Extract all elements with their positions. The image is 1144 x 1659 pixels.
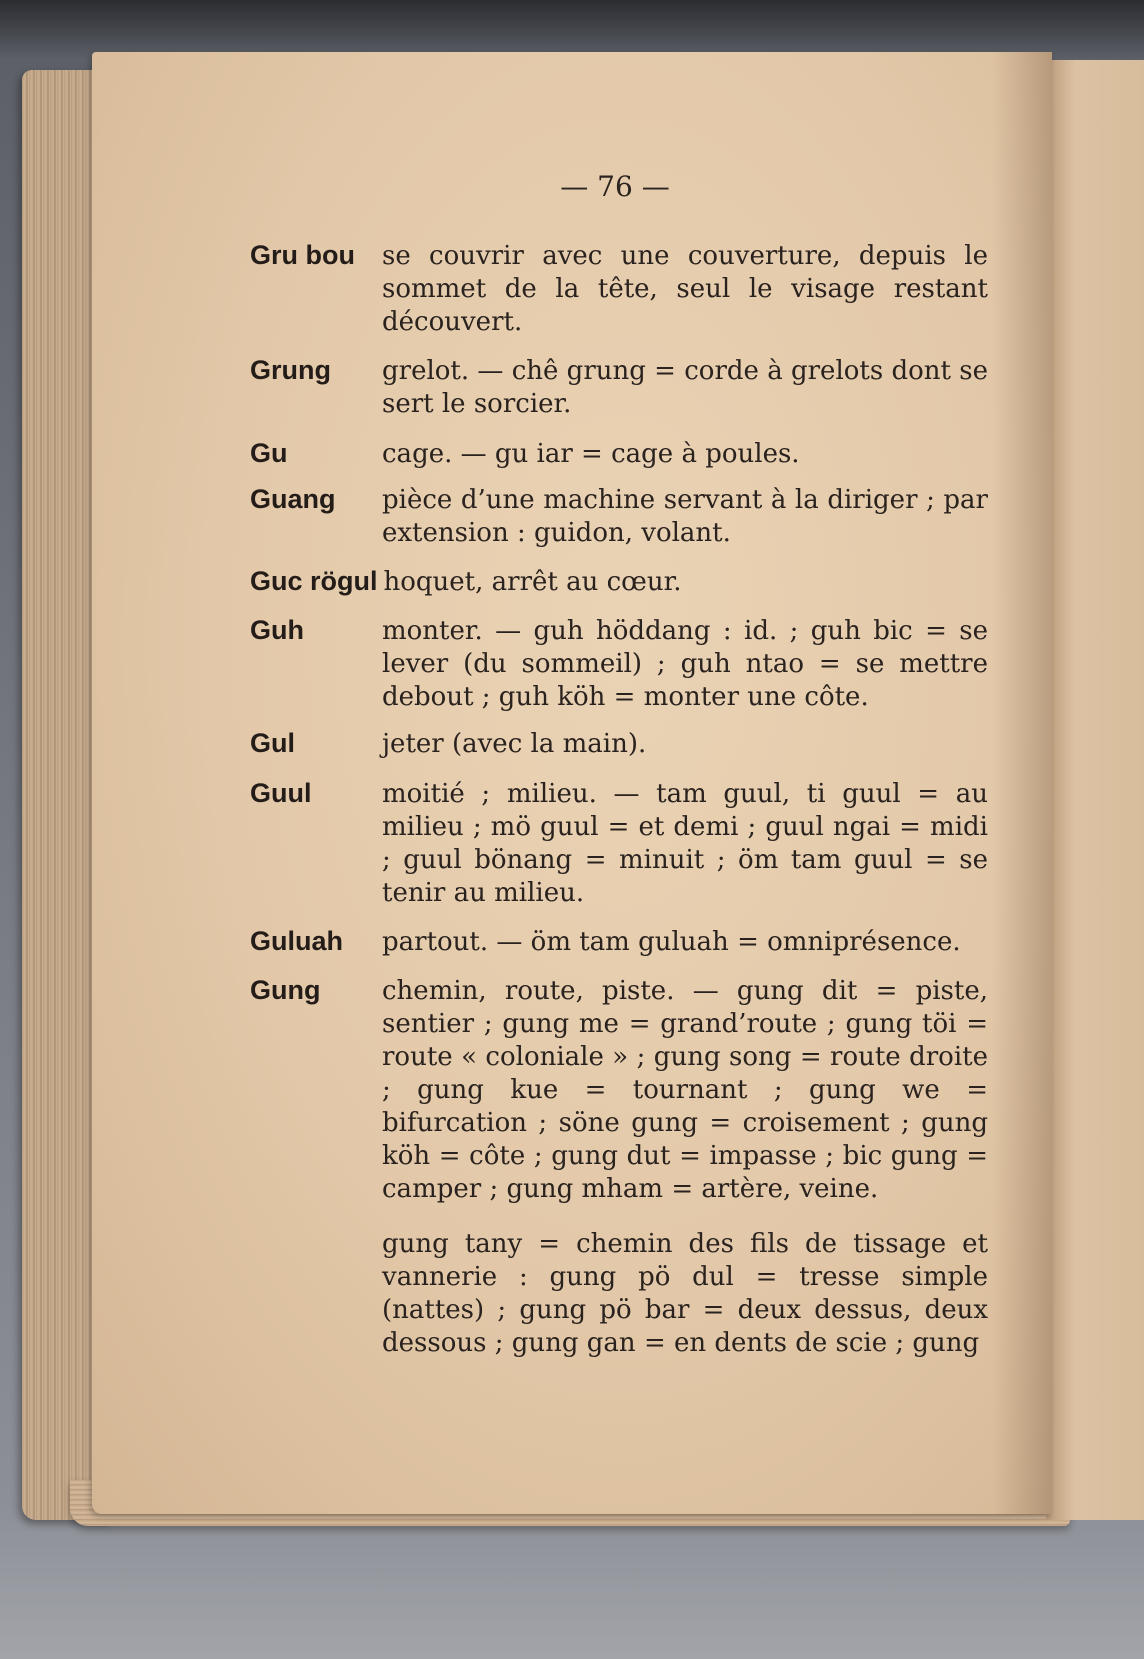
definition: chemin, route, piste. — gung dit = piste, sentier ; gung me = grand’route ; gung töi = route « coloniale » ; gung song = route droite ; gung kue = tournant ; gung we = bifurcation ; söne gung = croisement ; gung köh = côte ; gung dut = impasse ; bic gung = camper ; gung mham = artère, veine. (382, 976, 988, 1204)
page-number: — 76 — (560, 170, 670, 203)
headword: Guang (250, 484, 336, 514)
headword: Grung (250, 355, 331, 385)
headword: Guc rögul (250, 566, 378, 596)
headword: Gul (250, 728, 295, 758)
headword: Guluah (250, 926, 343, 956)
headword: Gru bou (250, 240, 355, 270)
definition: hoquet, arrêt au cœur. (383, 567, 682, 597)
definition: cage. — gu iar = cage à poules. (382, 439, 800, 469)
headword: Gung (250, 975, 321, 1005)
definition: monter. — guh höddang : id. ; guh bic = se lever (du sommeil) ; guh ntao = se mettre debout ; guh köh = monter une côte. (382, 616, 988, 712)
definition: se couvrir avec une couverture, depuis le sommet de la tête, seul le visage restant découvert. (382, 241, 988, 337)
definition: jeter (avec la main). (382, 729, 647, 759)
definition-continuation: gung tany = chemin des fils de tissage et vannerie : gung pö dul = tresse simple (nattes) ; gung pö bar = deux dessus, deux dessous ; gung gan = en dents de scie ; gung (382, 1229, 988, 1358)
headword: Gu (250, 438, 288, 468)
definition: grelot. — chê grung = corde à grelots dont se sert le sorcier. (382, 356, 988, 419)
dictionary-entry (250, 566, 990, 599)
definition: moitié ; milieu. — tam guul, ti guul = au milieu ; mö guul = et demi ; guul ngai = midi ; guul bönang = minuit ; öm tam guul = se tenir au milieu. (382, 779, 988, 908)
headword: Guul (250, 778, 312, 808)
definition: pièce d’une machine servant à la diriger ; par extension : guidon, volant. (382, 485, 988, 548)
definition: partout. — öm tam guluah = omniprésence. (382, 927, 961, 957)
headword: Guh (250, 615, 304, 645)
